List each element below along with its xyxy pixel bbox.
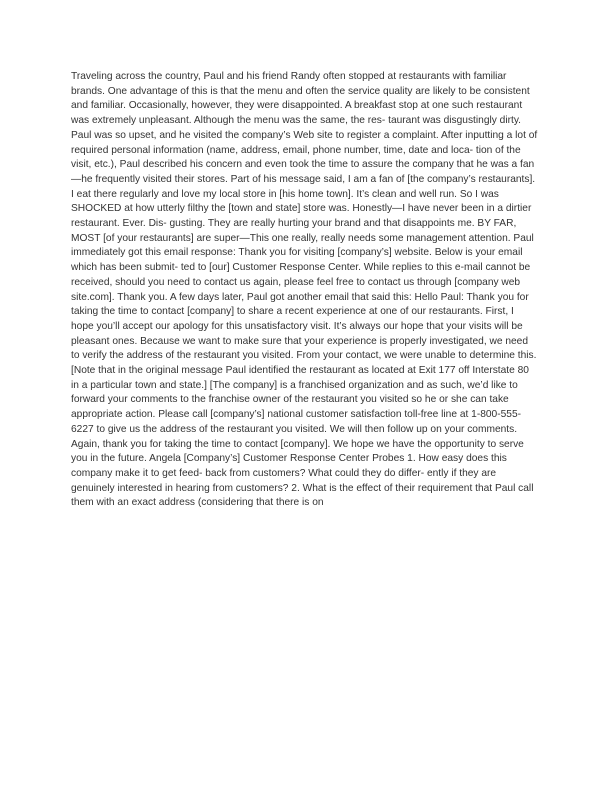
- body-paragraph: Traveling across the country, Paul and his friend Randy often stopped at restaurants with familiar brands. One advantage of this is that the menu and often the service quality are likely to be consistent and familiar. Occasionally, however, they were disappointed. A breakfast stop at one such restaurant was extremely unpleasant. Although the menu was the same, the res- taurant was disgustingly dirty. Paul was so upset, and he visited the company’s Web site to register a complaint. After inputting a lot of required personal information (name, address, email, phone number, time, date and loca- tion of the visit, etc.), Paul described his concern and even took the time to assure the company that he was a fan—he frequently visited their stores. Part of his message said, I am a fan of [the company’s restaurants]. I eat there regularly and love my local store in [his home town]. It’s clean and well run. So I was SHOCKED at how utterly filthy the [town and state] store was. Honestly—I have never been in a dirtier restaurant. Ever. Dis- gusting. They are really hurting your brand and that disappoints me. BY FAR, MOST [of your restaurants] are super—This one really, really needs some management attention. Paul immediately got this email response: Thank you for visiting [company’s] website. Below is your email which has been submit- ted to [our] Customer Response Center. While replies to this e-mail cannot be received, should you need to contact us again, please feel free to contact us through [company web site.com]. Thank you. A few days later, Paul got another email that said this: Hello Paul: Thank you for taking the time to contact [company] to share a recent experience at one of our restaurants. First, I hope you’ll accept our apology for this unsatisfactory visit. It’s always our hope that your visits will be pleasant ones. Because we want to make sure that your experience is properly investigated, we need to verify the address of the restaurant you visited. From your contact, we were unable to determine this. [Note that in the original message Paul identified the restaurant as located at Exit 177 off Interstate 80 in a particular town and state.] [The company] is a franchised organization and as such, we’d like to forward your comments to the franchise owner of the restaurant you visited so he or she can take appropriate action. Please call [company’s] national customer satisfaction toll-free line at 1-800-555-6227 to give us the address of the restaurant you visited. We will then follow up on your comments. Again, thank you for taking the time to contact [company]. We hope we have the opportunity to serve you in the future. Angela [Company’s] Customer Response Center Probes 1. How easy does this company make it to get feed- back from customers? What could they do differ- ently if they are genuinely interested in hearing from customers? 2. What is the effect of their requirement that Paul call them with an exact address (considering that there is on: [71, 71, 538, 509]
